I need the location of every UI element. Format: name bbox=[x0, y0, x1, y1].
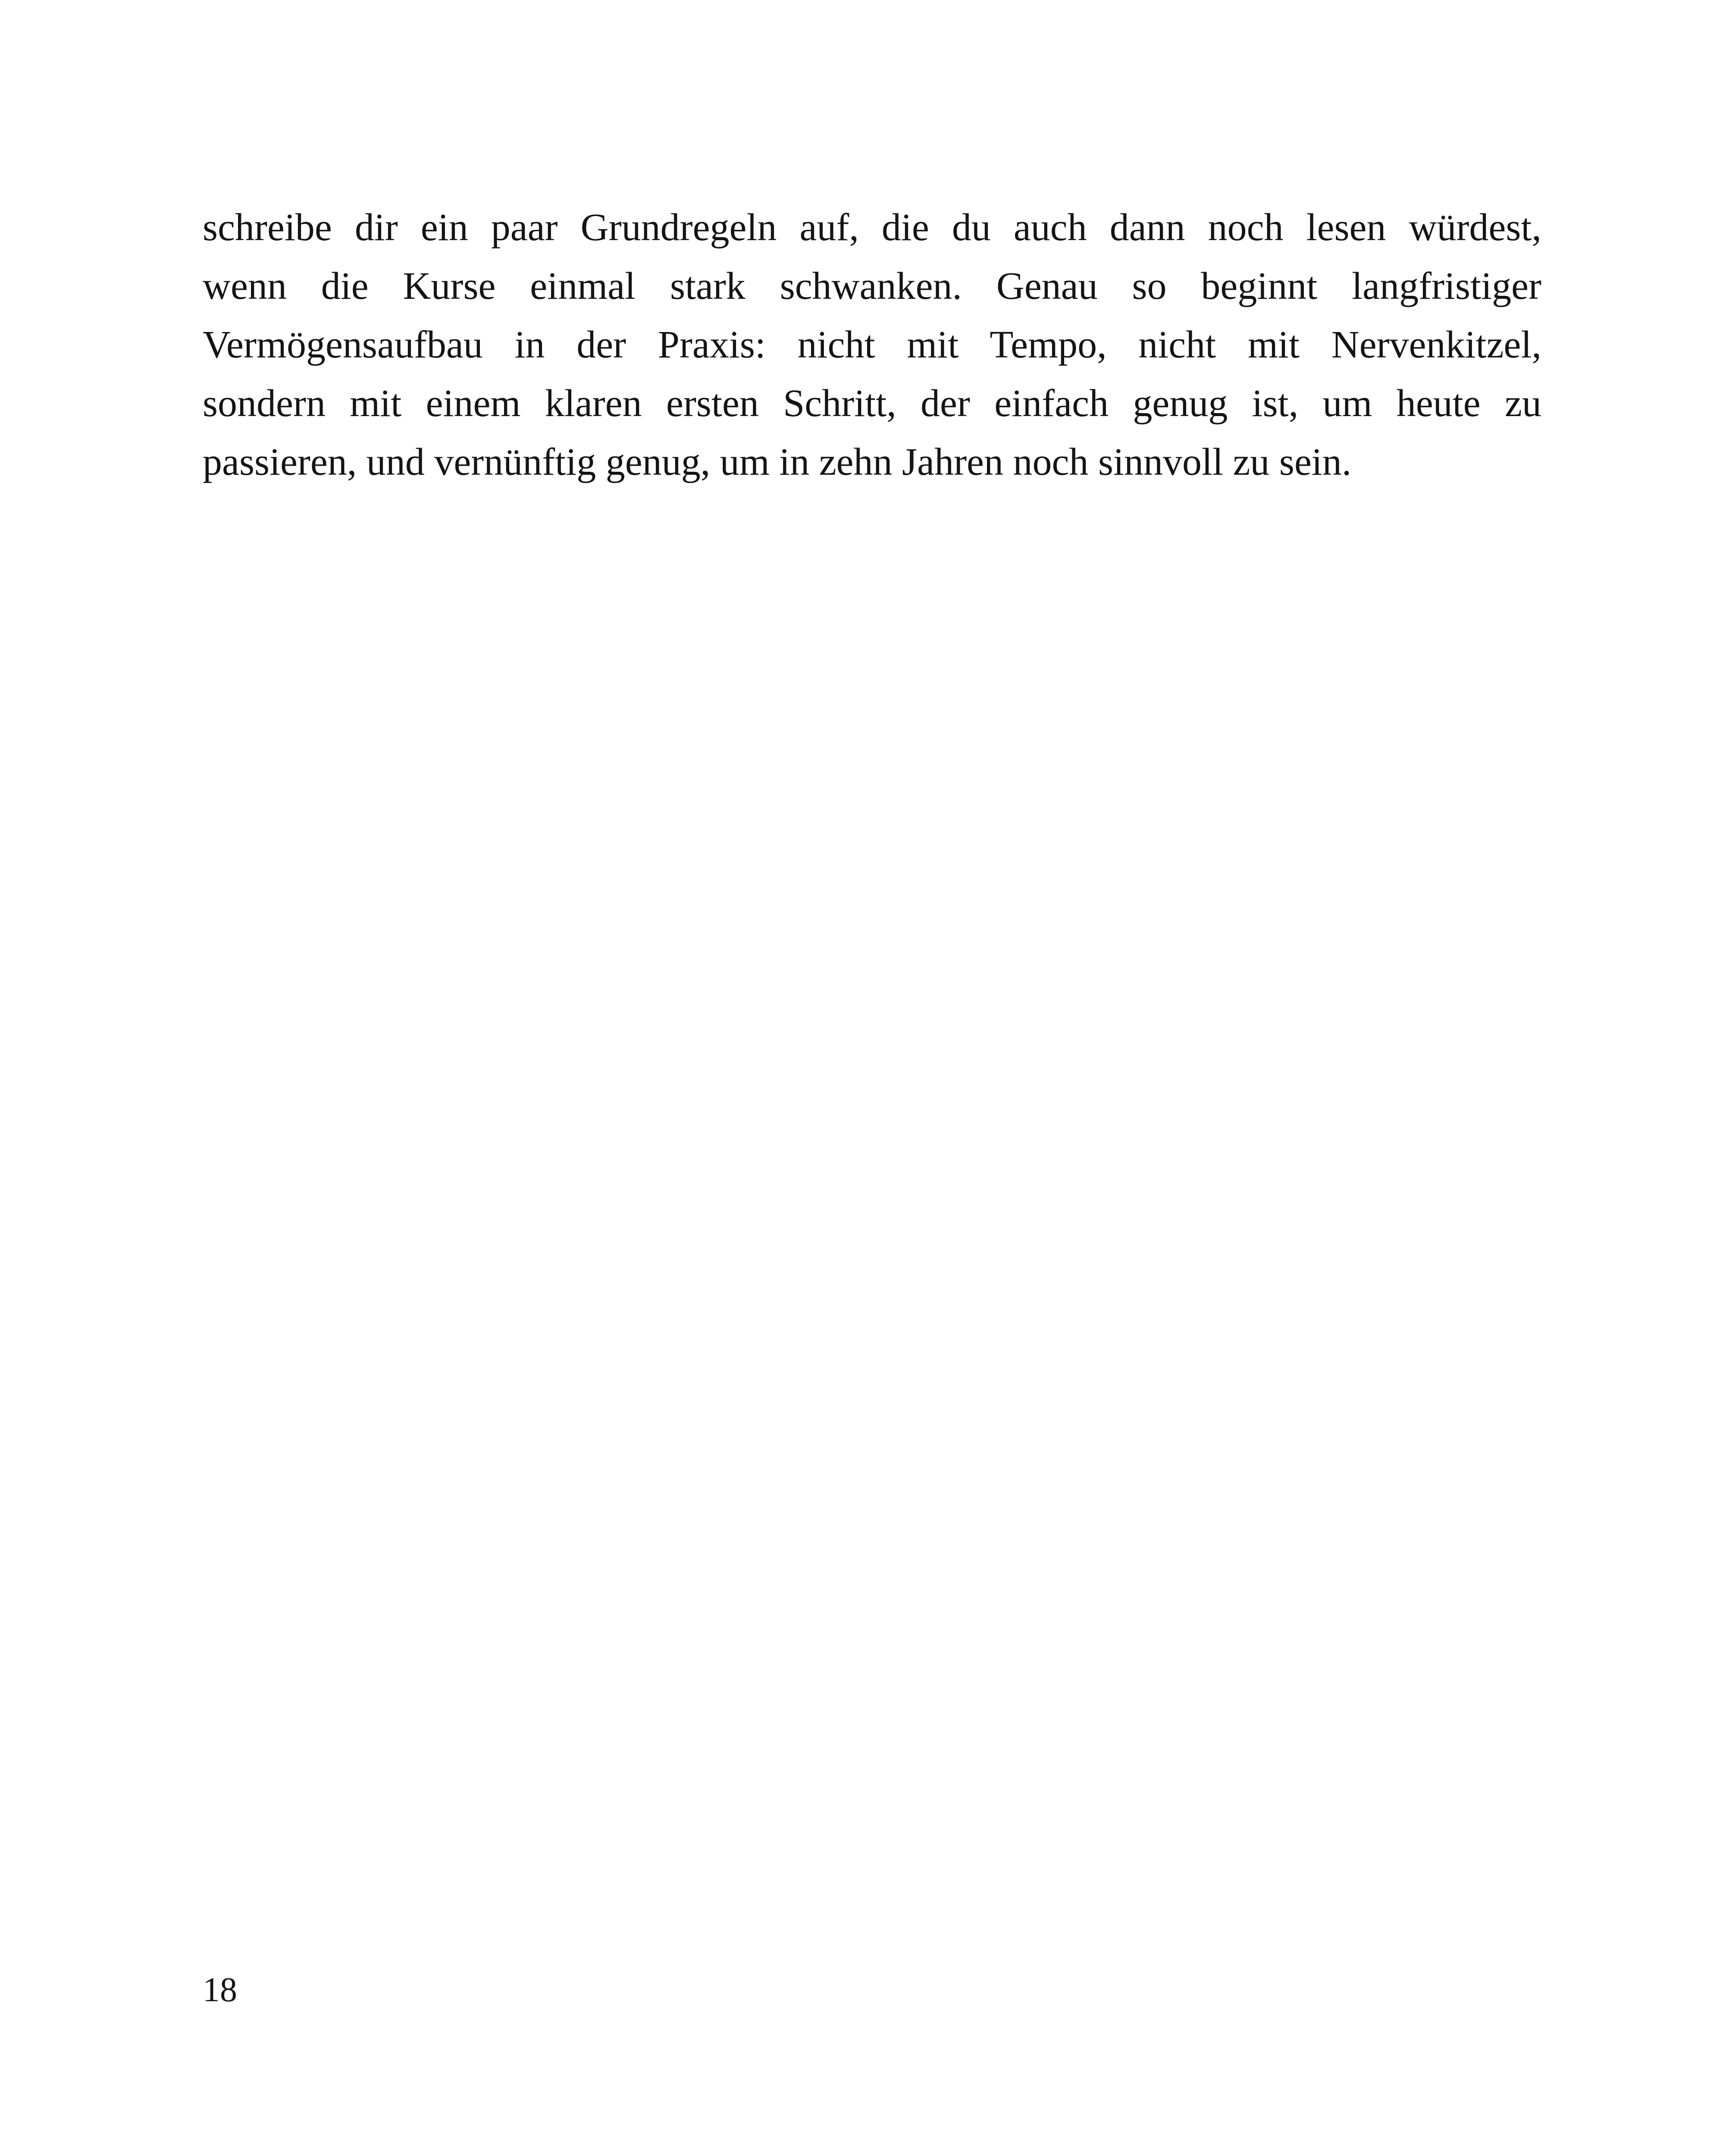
body-paragraph bbox=[203, 198, 1541, 492]
paragraph-line-4: sondern mit einem klaren ersten Schritt, der einfach genug ist, um heute zu bbox=[203, 382, 1541, 425]
page-number: 18 bbox=[203, 1971, 237, 2009]
paragraph-line-5: passieren, und vernünftig genug, um in zehn Jahren noch sinnvoll zu sein. bbox=[203, 441, 1352, 483]
paragraph-line-3: Vermögensaufbau in der Praxis: nicht mit Tempo, nicht mit Nervenkitzel, bbox=[203, 323, 1541, 366]
paragraph-line-1: schreibe dir ein paar Grundregeln auf, die du auch dann noch lesen würdest, bbox=[203, 206, 1541, 249]
paragraph-line-2: wenn die Kurse einmal stark schwanken. Genau so beginnt langfristiger bbox=[203, 265, 1541, 307]
